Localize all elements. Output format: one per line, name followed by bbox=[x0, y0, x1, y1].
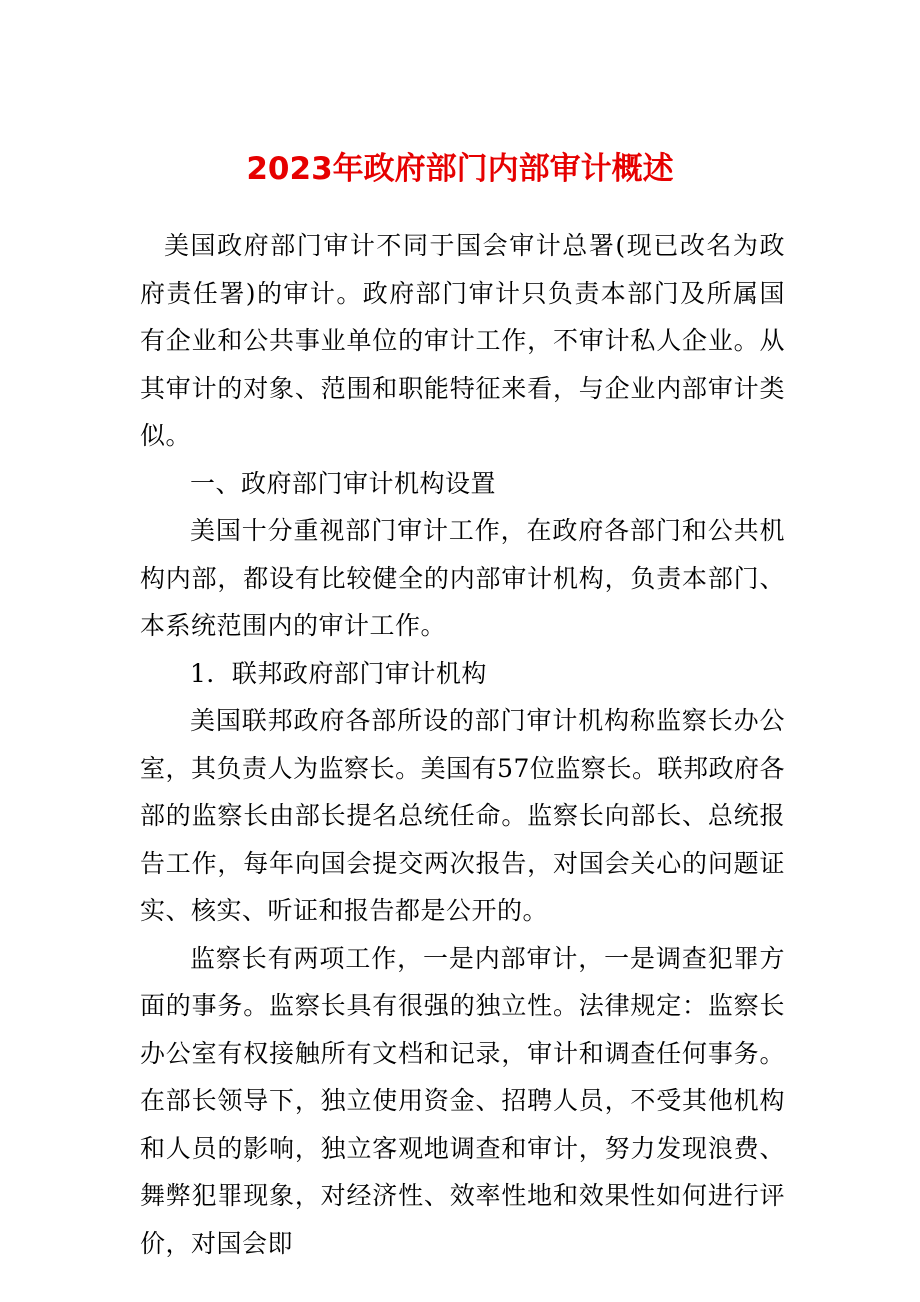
document-body bbox=[140, 222, 785, 1267]
subsection-heading-1: 1．联邦政府部门审计机构 bbox=[190, 658, 487, 688]
paragraph-setup: 美国十分重视部门审计工作，在政府各部门和公共机构内部，都设有比较健全的内部审计机构，负责本部门、本系统范围内的审计工作。 bbox=[140, 516, 785, 640]
paragraph-intro: 美国政府部门审计不同于国会审计总署(现已改名为政府责任署)的审计。政府部门审计只负责本部门及所属国有企业和公共事业单位的审计工作，不审计私人企业。从其审计的对象、范围和职能特征来看，与企业内部审计类似。 bbox=[140, 231, 785, 450]
section-heading-1: 一、政府部门审计机构设置 bbox=[190, 468, 497, 498]
paragraph-federal: 美国联邦政府各部所设的部门审计机构称监察长办公室，其负责人为监察长。美国有57位监察长。联邦政府各部的监察长由部长提名总统任命。监察长向部长、总统报告工作，每年向国会提交两次报告，对国会关心的问题证实、核实、听证和报告都是公开的。 bbox=[140, 706, 785, 925]
document-title: 2023年政府部门内部审计概述 bbox=[246, 151, 674, 187]
paragraph-inspector: 监察长有两项工作，一是内部审计，一是调查犯罪方面的事务。监察长具有很强的独立性。法律规定：监察长办公室有权接触所有文档和记录，审计和调查任何事务。在部长领导下，独立使用资金、招聘人员，不受其他机构和人员的影响，独立客观地调查和审计，努力发现浪费、舞弊犯罪现象，对经济性、效率性地和效果性如何进行评价，对国会即 bbox=[140, 943, 785, 1258]
